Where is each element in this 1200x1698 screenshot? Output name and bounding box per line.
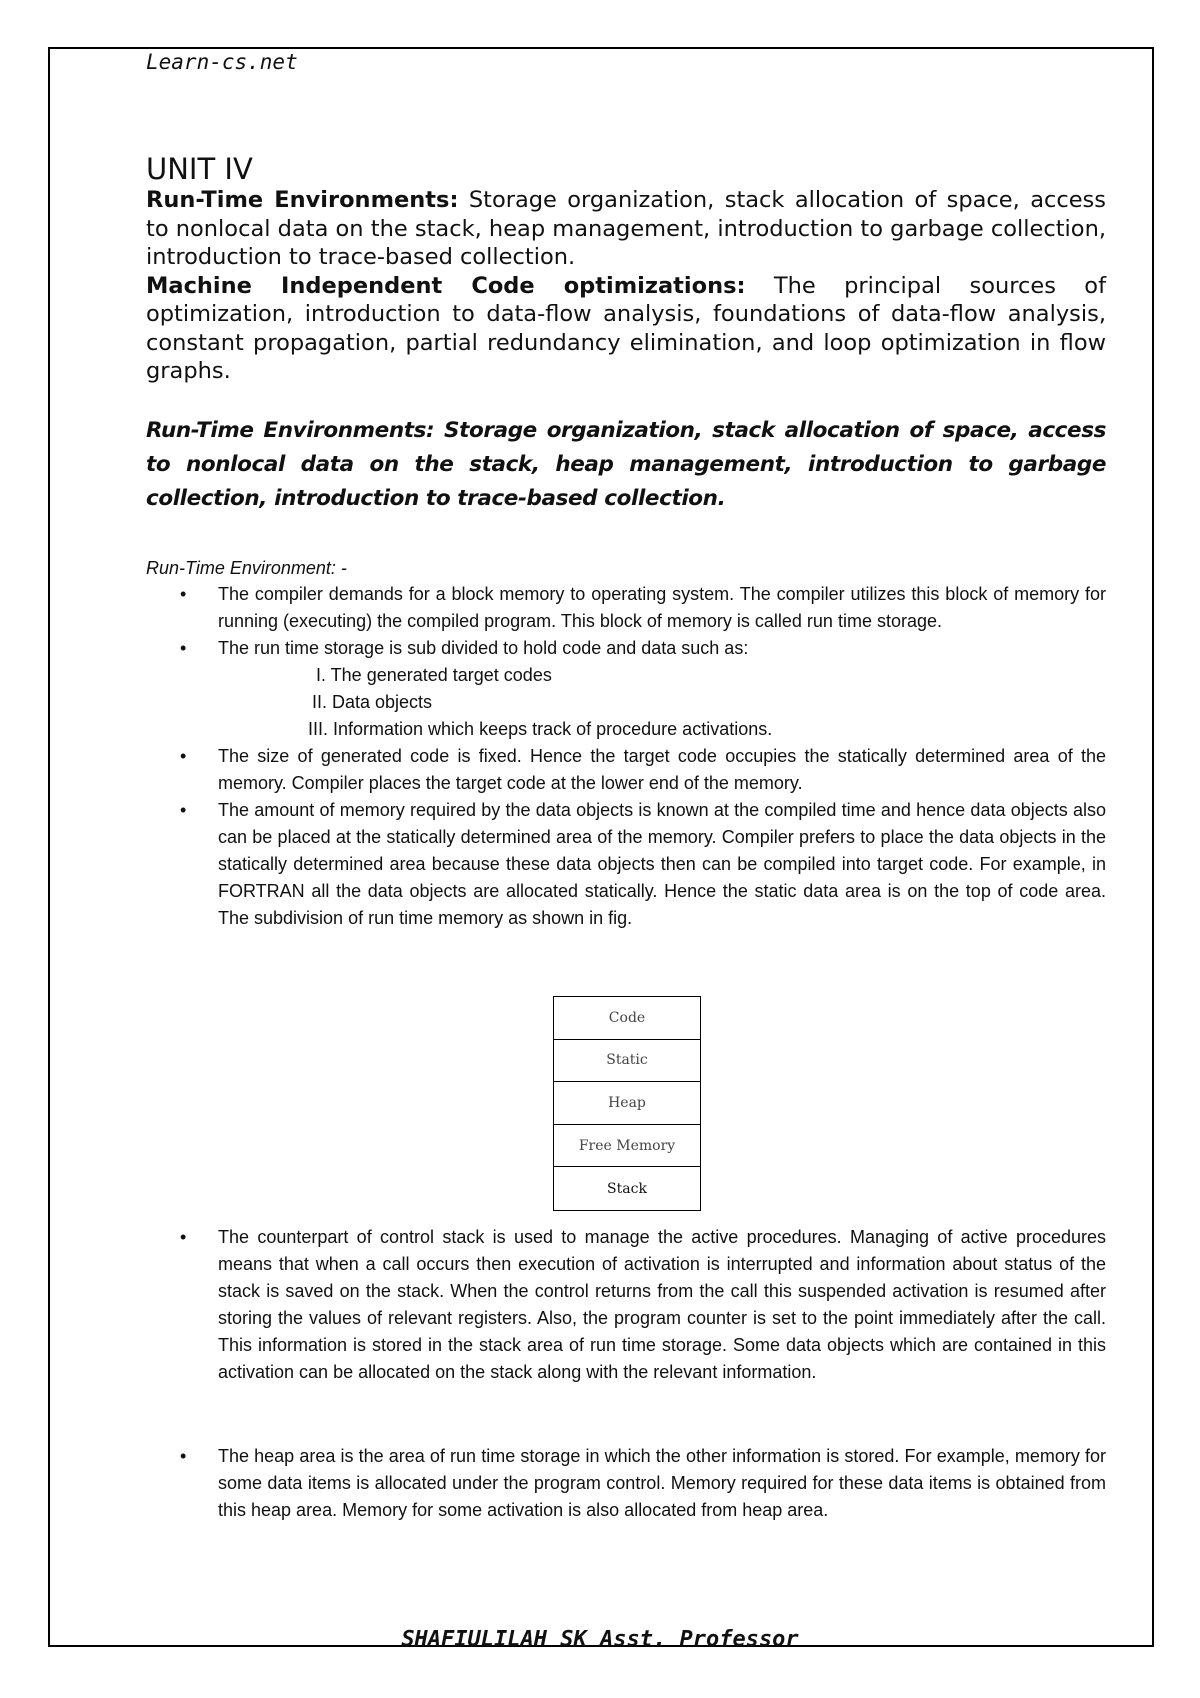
syllabus-rte-label: Run-Time Environments:	[146, 187, 459, 213]
bullet-dot: •	[180, 1227, 187, 1247]
bullet-text: The compiler demands for a block memory to operating system. The compiler utilizes this block of memory for running (executing) the compiled program. This block of memory is called run time storage.	[218, 584, 1106, 631]
bullet-dot: •	[180, 1446, 187, 1466]
bullet-item	[146, 797, 1106, 932]
bullet-text: The counterpart of control stack is used to manage the active procedures. Managing of active procedures means that when a call occurs then execution of activation is interrupted and information about status of the stack is saved on the stack. When the control returns from the call this suspended activation is resumed after storing the values of relevant registers. Also, the program counter is set to the point immediately after the call. This information is stored in the stack area of run time storage. Some data objects which are contained in this activation can be allocated on the stack along with the relevant information.	[218, 1227, 1106, 1382]
footer-author: SHAFIULILAH SK Asst. Professor	[401, 1627, 799, 1652]
syllabus-mico-text: The principal sources of optimization, introduction to data-flow analysis, foundations of data-flow analysis, constant propagation, partial redundancy elimination, and loop optimization in flow graphs.	[146, 272, 1106, 384]
memory-cell-heap: Heap	[554, 1082, 700, 1125]
memory-cell-stack: Stack	[607, 1180, 647, 1197]
section-subheading: Run-Time Environments: Storage organization, stack allocation of space, access to nonlocal data on the stack, heap management, introduction to garbage collection, introduction to trace-based collection.	[146, 418, 1106, 511]
bullet-text: The run time storage is sub divided to hold code and data such as:	[218, 638, 749, 658]
roman-item: I. The generated target codes	[316, 665, 552, 685]
bullet-dot: •	[180, 638, 187, 658]
site-name: Learn-cs.net	[146, 50, 298, 74]
bullet-item	[146, 581, 1106, 635]
bullet-item	[146, 743, 1106, 797]
bullet-text: The size of generated code is fixed. Hence the target code occupies the statically determined area of the memory. Compiler places the target code at the lower end of the memory.	[218, 746, 1106, 793]
bullet-list-top	[146, 581, 1106, 932]
bullet-text: The heap area is the area of run time storage in which the other information is stored. For example, memory for some data items is allocated under the program control. Memory required for these data items is obtained from this heap area. Memory for some activation is also allocated from heap area.	[218, 1446, 1106, 1520]
memory-layout-diagram	[553, 996, 701, 1211]
memory-cell-static: Static	[554, 1040, 700, 1083]
bullet-item	[146, 1224, 1106, 1386]
roman-list	[218, 662, 1106, 743]
bullet-dot: •	[180, 584, 187, 604]
memory-cell-code: Code	[554, 997, 700, 1040]
syllabus-rte-text: Storage organization, stack allocation of space, access to nonlocal data on the stack, heap management, introduction to garbage collection, introduction to trace-based collection.	[146, 187, 1107, 270]
bullet-text: The amount of memory required by the data objects is known at the compiled time and hence data objects also can be placed at the statically determined area of the memory. Compiler prefers to place the data objects in the statically determined area because these data objects then can be compiled into target code. For example, in FORTRAN all the data objects are allocated statically. Hence the static data area is on the top of code area. The subdivision of run time memory as shown in fig.	[218, 800, 1106, 928]
bullet-list-control-stack	[146, 1224, 1106, 1386]
unit-title: UNIT IV	[146, 152, 253, 186]
section-label: Run-Time Environment: -	[146, 558, 347, 578]
bullet-dot: •	[180, 746, 187, 766]
bullet-list-heap	[146, 1443, 1106, 1524]
syllabus-mico-label: Machine Independent Code optimizations:	[146, 272, 746, 299]
roman-item: II. Data objects	[312, 692, 433, 712]
bullet-item	[146, 635, 1106, 743]
bullet-item	[146, 1443, 1106, 1524]
syllabus-paragraph	[146, 186, 1106, 386]
roman-item: III. Information which keeps track of procedure activations.	[308, 719, 773, 739]
memory-cell-free-memory: Free Memory	[554, 1125, 700, 1168]
bullet-dot: •	[180, 800, 187, 820]
